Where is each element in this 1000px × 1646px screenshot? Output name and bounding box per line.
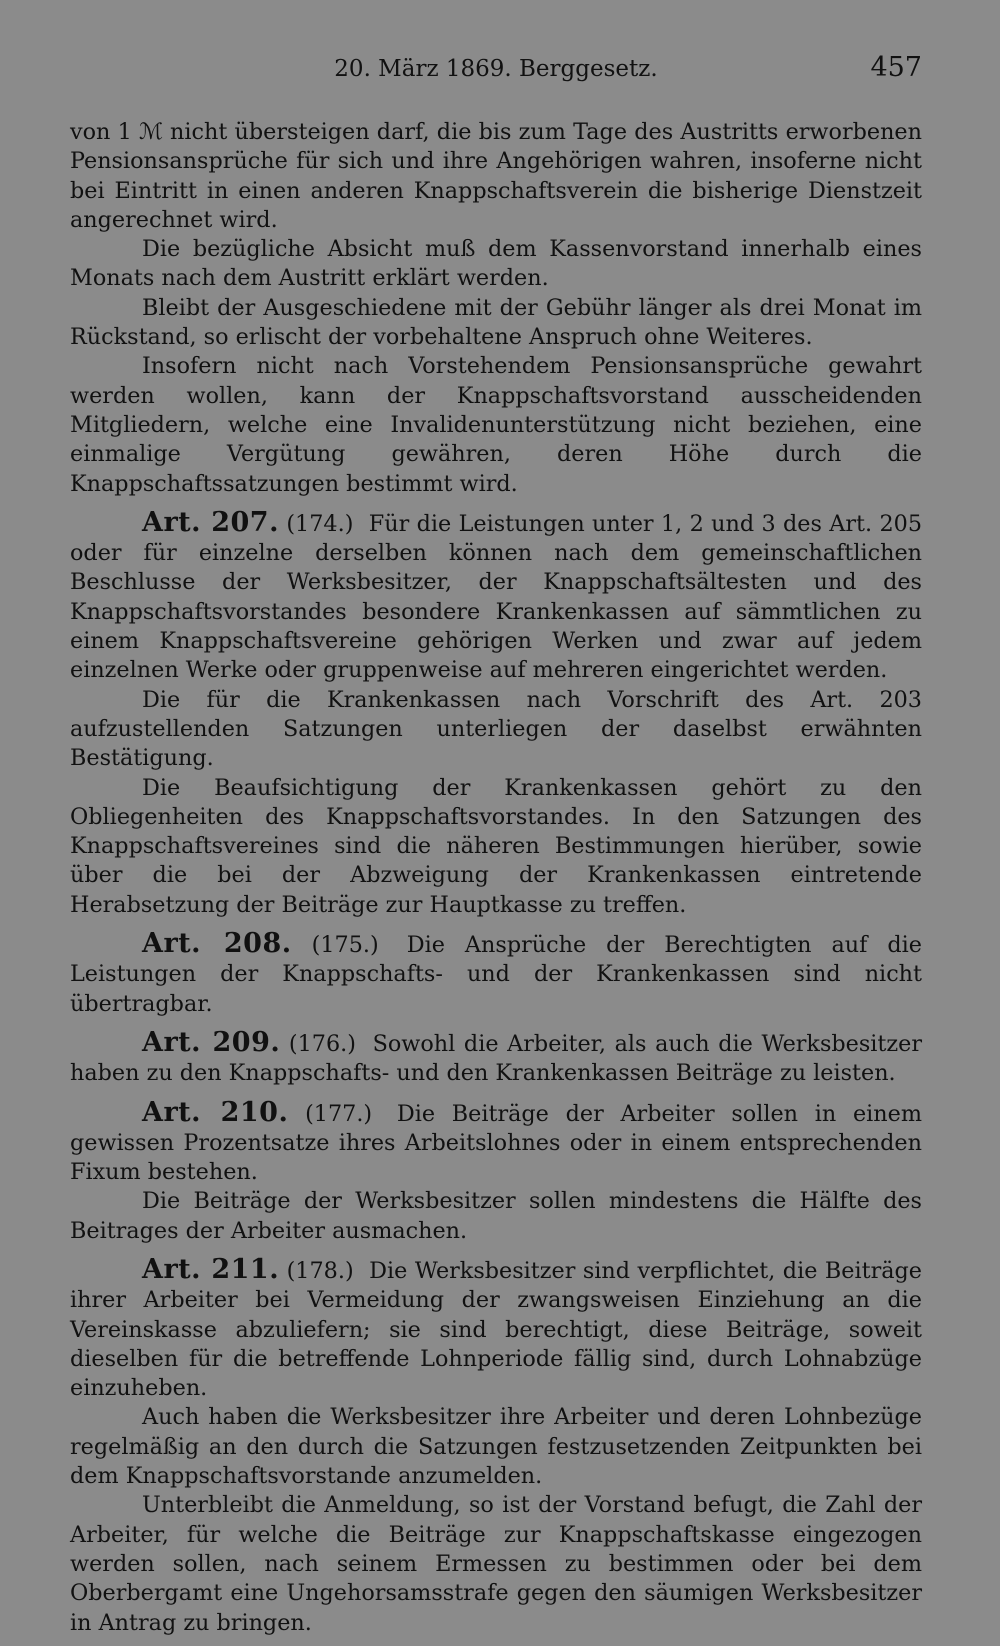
paragraph-text: Insofern nicht nach Vorstehendem Pensionsansprüche gewahrt werden wollen, kann der Knappschaftsvorstand ausscheidenden Mitgliedern, welche eine Invalidenunterstützung nicht beziehen, eine einmalige Vergütung gewähren, deren Höhe durch die Knappschaftssatzungen bestimmt wird. xyxy=(70,353,922,497)
paragraph xyxy=(70,774,922,920)
paragraph-text: Die Ansprüche der Berechtigten auf die Leistungen der Knappschafts- und der Krankenkassen sind nicht übertragbar. xyxy=(70,932,922,1017)
header-title: 20. März 1869. Berggesetz. xyxy=(334,56,658,82)
paragraph xyxy=(70,294,922,353)
running-header xyxy=(70,52,922,88)
article-reference: (175.) xyxy=(311,932,379,959)
article-208 xyxy=(70,929,922,1019)
paragraph-text: Die für die Krankenkassen nach Vorschrift des Art. 203 aufzustellenden Satzungen unterliegen der daselbst erwähnten Bestätigung. xyxy=(70,686,922,772)
document-body xyxy=(70,118,922,1638)
paragraph-text: Unterbleibt die Anmeldung, so ist der Vorstand befugt, die Zahl der Arbeiter, für welche die Beiträge zur Knappschaftskasse eingezogen werden sollen, nach seinem Ermessen zu bestimmen oder bei dem Oberbergamt eine Ungehorsamsstrafe gegen den säumigen Werksbesitzer in Antrag zu bringen. xyxy=(70,1492,922,1636)
paragraph-text: Auch haben die Werksbesitzer ihre Arbeiter und deren Lohnbezüge regelmäßig an den durch die Satzungen festzusetzenden Zeitpunkten bei dem Knappschaftsvorstande anzumelden. xyxy=(70,1404,922,1490)
paragraph-text: Bleibt der Ausgeschiedene mit der Gebühr länger als drei Monat im Rückstand, so erlischt der vorbehaltene Anspruch ohne Weiteres. xyxy=(70,294,922,351)
article-reference: (174.) xyxy=(286,510,354,537)
page-number: 457 xyxy=(870,52,922,83)
paragraph xyxy=(70,235,922,294)
article-label: Art. 210. xyxy=(142,1096,289,1128)
article-211 xyxy=(70,1255,922,1403)
paragraph-text: Die Werksbesitzer sind verpflichtet, die Beiträge ihrer Arbeiter bei Vermeidung der zwangsweisen Einziehung an die Vereinskasse abzuliefern; sie sind berechtigt, diese Beiträge, soweit dieselben für die betreffende Lohnperiode fällig sind, durch Lohnabzüge einzuheben. xyxy=(70,1257,922,1402)
article-209 xyxy=(70,1028,922,1089)
paragraph-text: Die Beaufsichtigung der Krankenkassen gehört zu den Obliegenheiten des Knappschaftsvorstandes. In den Satzungen des Knappschaftsvereines sind die näheren Bestimmungen hierüber, sowie über die bei der Abzweigung der Krankenkassen eintretende Herabsetzung der Beiträge zur Hauptkasse zu treffen. xyxy=(70,774,922,918)
article-label: Art. 211. xyxy=(142,1253,280,1285)
paragraph-text: Für die Leistungen unter 1, 2 und 3 des Art. 205 oder für einzelne derselben können nach dem gemeinschaftlichen Beschlusse der Werksbesitzer, der Knappschaftsältesten und des Knappschaftsvorstandes besondere Krankenkassen auf sämmtlichen zu einem Knappschaftsvereine gehörigen Werken und zwar auf jedem einzelnen Werke oder gruppenweise auf mehreren eingerichtet werden. xyxy=(70,510,923,684)
paragraph xyxy=(70,686,922,774)
article-label: Art. 208. xyxy=(142,928,292,960)
paragraph xyxy=(70,1491,922,1637)
article-reference: (176.) xyxy=(288,1030,356,1057)
paragraph-text: von 1 ℳ nicht übersteigen darf, die bis zum Tage des Austritts erworbenen Pensionsansprüche für sich und ihre Angehörigen wahren, insoferne nicht bei Eintritt in einen anderen Knappschaftsverein die bisherige Dienstzeit angerechnet wird. xyxy=(70,119,922,233)
paragraph-continued xyxy=(70,118,922,235)
paragraph-text: Die bezügliche Absicht muß dem Kassenvorstand innerhalb eines Monats nach dem Austritt erklärt werden. xyxy=(70,236,922,292)
paragraph-text: Die Beiträge der Arbeiter sollen in einem gewissen Prozentsatze ihres Arbeitslohnes oder in einem entsprechenden Fixum bestehen. xyxy=(70,1100,922,1186)
article-label: Art. 207. xyxy=(142,506,279,538)
paragraph xyxy=(70,1187,922,1246)
article-210 xyxy=(70,1098,922,1188)
paragraph xyxy=(70,1403,922,1491)
article-reference: (178.) xyxy=(286,1257,354,1284)
article-207 xyxy=(70,508,922,686)
article-label: Art. 209. xyxy=(142,1026,281,1058)
paragraph-text: Die Beiträge der Werksbesitzer sollen mindestens die Hälfte des Beitrages der Arbeiter ausmachen. xyxy=(70,1188,922,1244)
article-reference: (177.) xyxy=(305,1100,373,1127)
paragraph xyxy=(70,352,922,498)
paragraph-text: Sowohl die Arbeiter, als auch die Werksbesitzer haben zu den Knappschafts- und den Krankenkassen Beiträge zu leisten. xyxy=(70,1030,922,1087)
